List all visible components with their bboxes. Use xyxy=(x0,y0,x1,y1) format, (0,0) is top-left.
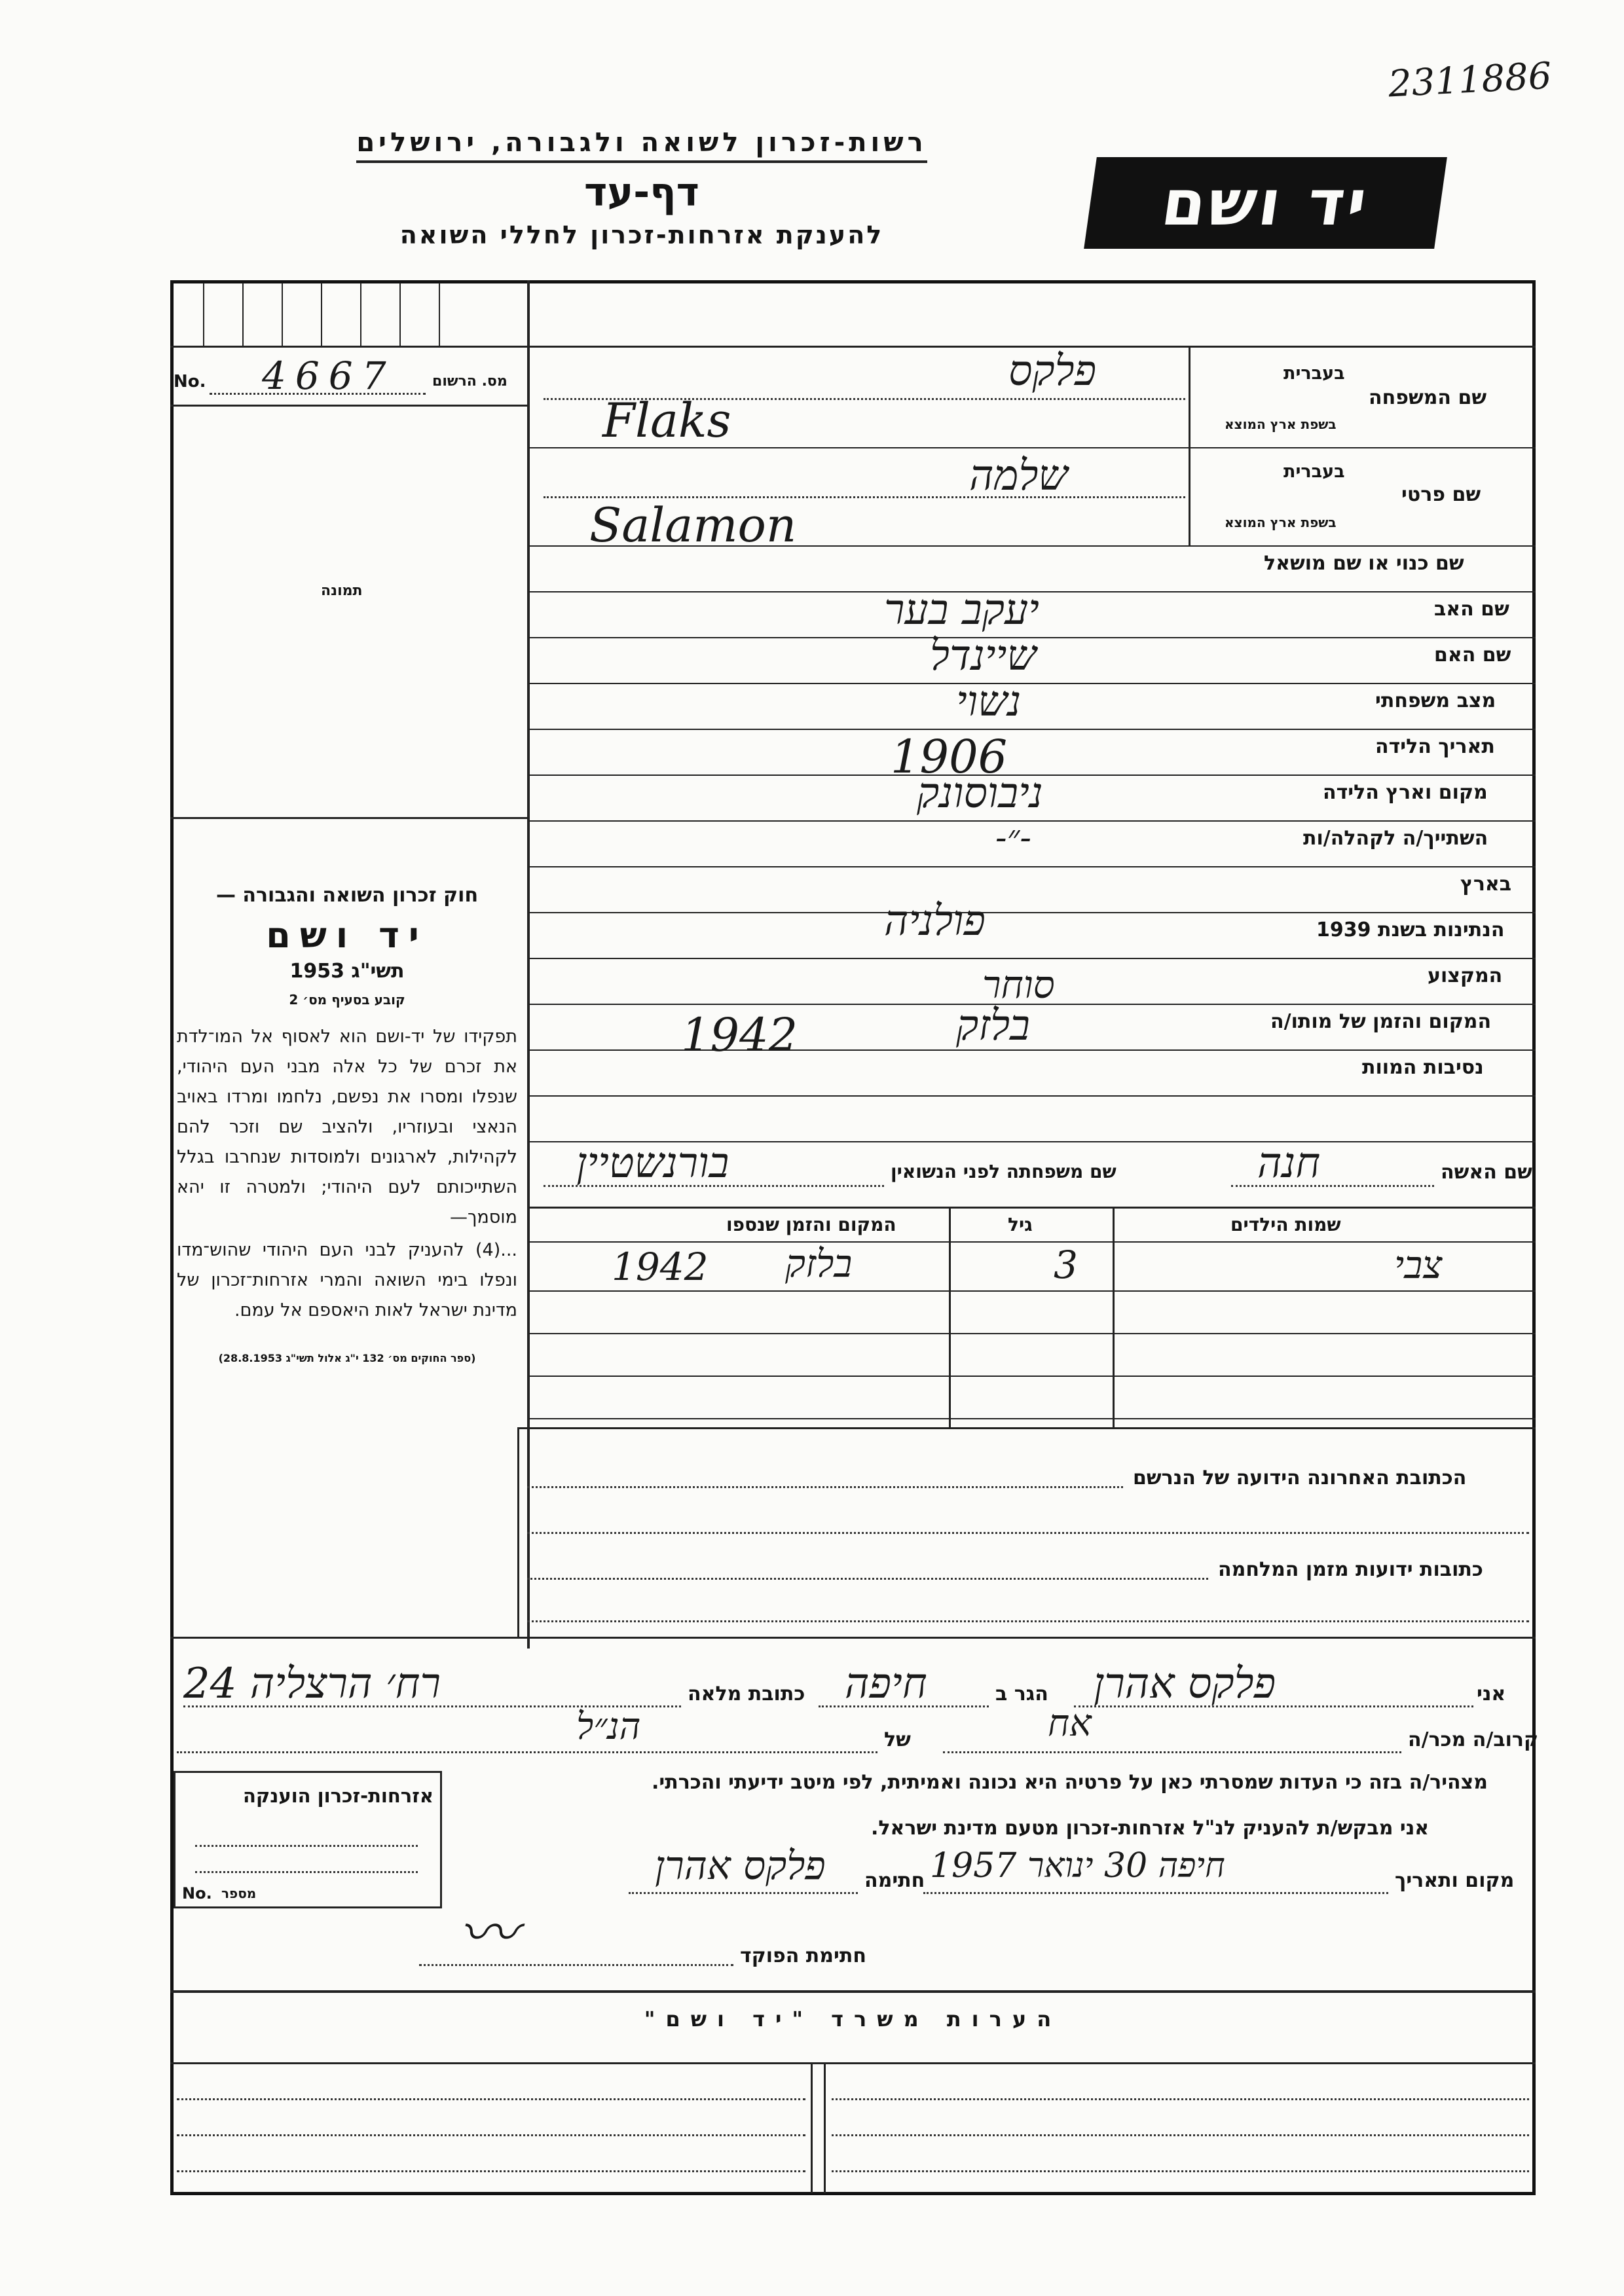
country-value: פולניה xyxy=(884,897,986,945)
logo-text: יד ושם xyxy=(1157,166,1374,240)
child-death-year: 1942 xyxy=(612,1245,709,1289)
mother-value: שיינדל xyxy=(930,632,1037,680)
first-name-label: שם פרטי xyxy=(1401,483,1481,506)
wife-value: חנה xyxy=(1257,1139,1321,1188)
full-address-label: כתובת מלאה xyxy=(688,1683,805,1705)
birth-date-value: 1906 xyxy=(891,730,1008,784)
remarks-title: הערות משרד "יד ושם" xyxy=(644,2007,1062,2032)
first-name-he-value: שלמה xyxy=(969,452,1068,500)
place-date-label: מקום ותאריך xyxy=(1395,1869,1515,1892)
officer-signature-label: חתימת הפוקד xyxy=(740,1944,866,1967)
declarant-street: רח׳ הרצליה 24 xyxy=(183,1660,441,1708)
first-origin-label: בשפת ארץ המוצא xyxy=(1225,515,1337,530)
community-value: -״- xyxy=(995,818,1031,858)
resides-label: הגר ב xyxy=(995,1683,1048,1705)
relation-value: אח xyxy=(1048,1702,1092,1745)
law-text-1: תפקידו של יד-ושם הוא לאסוף אל המו־לדת את זכרם של כל אלה מבני העם היהודי, שנפלו ומסרו את נפשם, נלחמו ומרדו באויב הנאצי ובעוזריו, ולהציב שם וזכר להם לקהילות, לארגונים ולמוסדות שנחרבו בגלל השתייכותם לעם היהודי; ולמטרה זו יהא מוסמך— xyxy=(177,1027,517,1228)
child-age: 3 xyxy=(1054,1243,1078,1287)
authority-title: רשות-זכרון לשואה ולגבורה, ירושלים xyxy=(356,128,927,163)
officer-signature-mark: 〰 xyxy=(458,1899,517,1968)
child-death-place: בלזק xyxy=(785,1241,853,1286)
death-circumstances-label: נסיבות המוות xyxy=(1362,1056,1484,1079)
profession-value: סוחר xyxy=(982,962,1055,1007)
header xyxy=(249,128,1035,249)
law-section: קובע בסעיף מס׳ 2 xyxy=(289,992,405,1008)
death-year-value: 1942 xyxy=(681,1008,798,1062)
declaration-statement-2: אני מבקש/ת להעניק לנ"ל אזרחות-זכרון מטעם מדינת ישראל. xyxy=(871,1817,1430,1840)
family-hebrew-label: בעברית xyxy=(1283,363,1345,384)
birth-place-label: מקום וארץ הלידה xyxy=(1323,781,1488,804)
relation-label: קרוב/ה מכר/ה xyxy=(1408,1728,1539,1751)
registration-label: מס. הרשום xyxy=(432,373,507,390)
country-label: בארץ xyxy=(1460,873,1512,896)
form-title: דף-עד xyxy=(584,170,699,215)
family-name-label: שם המשפחה xyxy=(1369,386,1487,409)
family-name-he-value: פלקס xyxy=(1008,347,1097,395)
children-table xyxy=(530,1209,1536,1427)
law-name: יד ושם xyxy=(266,915,428,956)
declaration-statement-1: מצהיר/ה בזה כי העדות שמסרתי כאן על פרטיה היא נכונה ואמיתית, לפי מיטב ידיעתי והכרתי. xyxy=(652,1771,1488,1794)
family-name-origin-value: Flaks xyxy=(602,393,731,448)
birth-place-value: ניבוסונק xyxy=(917,769,1043,818)
first-hebrew-label: בעברית xyxy=(1283,462,1345,482)
father-label: שם האב xyxy=(1434,598,1509,621)
yad-vashem-logo xyxy=(1084,157,1447,249)
citizenship-num-label: מספר xyxy=(221,1886,257,1901)
child-name: צבי xyxy=(1394,1243,1443,1287)
maiden-name-value: בורנשטיין xyxy=(576,1139,729,1188)
citizenship-no-label: No. xyxy=(182,1884,212,1903)
declarant-signature: פלקס אהרן xyxy=(655,1843,826,1889)
law-text-2: ...(4) להעניק לבני העם היהודי שהוש־מדו ונפלו בימי השואה והמרי אזרחות־זכרון של מדינת ישראל לאות היאספם אל עמם. xyxy=(177,1240,517,1321)
citizenship-box xyxy=(174,1771,442,1908)
form-subtitle: להענקת אזרחות-זכרון לחללי השואה xyxy=(399,221,884,249)
children-col-names: שמות הילדים xyxy=(1230,1214,1341,1235)
registration-no-label: No. xyxy=(174,372,206,392)
death-place-value: בלזק xyxy=(956,1002,1030,1050)
family-origin-label: בשפת ארץ המוצא xyxy=(1225,416,1337,432)
father-value: יעקב בער xyxy=(884,586,1039,634)
place-date-value: חיפה 30 ינואר 1957 xyxy=(930,1846,1225,1886)
declarant-city: חיפה xyxy=(845,1660,927,1708)
relation-of-value: הנ״ל xyxy=(576,1705,641,1748)
law-citation: (ספר החוקים מס׳ 132 י"ג אלול תשי"ג 28.8.1953) xyxy=(218,1352,476,1364)
profession-label: המקצוע xyxy=(1428,964,1503,987)
law-box xyxy=(177,884,517,1364)
community-label: השתייך/ה לקהלה/ות xyxy=(1303,827,1488,850)
death-label: המקום והזמן של מותו/ה xyxy=(1270,1010,1492,1033)
registration-number: 4667 xyxy=(262,354,396,398)
nickname-label: שם כנוי או שם מושאל xyxy=(1264,552,1464,575)
war-address-label: כתובות ידועות מזמן המלחמה xyxy=(1218,1558,1483,1581)
marital-status-value: נשוי xyxy=(956,678,1022,726)
children-col-place: המקום והזמן שנספו xyxy=(726,1214,896,1235)
maiden-name-label: שם משפחתה לפני הנשואין xyxy=(891,1161,1116,1182)
children-col-age: גיל xyxy=(1008,1214,1033,1235)
archive-number: 2311886 xyxy=(1387,54,1553,106)
birth-date-label: תאריך הלידה xyxy=(1375,735,1495,758)
wife-label: שם האשה xyxy=(1441,1161,1532,1184)
citizenship-title: אזרחות-זכרון הוענקה xyxy=(242,1785,434,1807)
law-year: תשי"ג 1953 xyxy=(289,960,405,983)
signature-label: חתימה xyxy=(864,1869,925,1892)
of-label: של xyxy=(884,1728,911,1751)
law-title: חוק זכרון השואה והגבורה — xyxy=(215,884,479,907)
first-name-origin-value: Salamon xyxy=(589,498,797,553)
marital-status-label: מצב משפחתי xyxy=(1375,689,1496,712)
last-address-label: הכתובת האחרונה הידועה של הנרשם xyxy=(1133,1467,1467,1489)
declarant-name: פלקס אהרן xyxy=(1094,1660,1276,1708)
nationality-label: הנתינות בשנת 1939 xyxy=(1316,919,1505,941)
declaration-i-label: אני xyxy=(1477,1683,1506,1705)
photo-label: תמונה xyxy=(321,583,363,599)
mother-label: שם האם xyxy=(1434,644,1511,666)
